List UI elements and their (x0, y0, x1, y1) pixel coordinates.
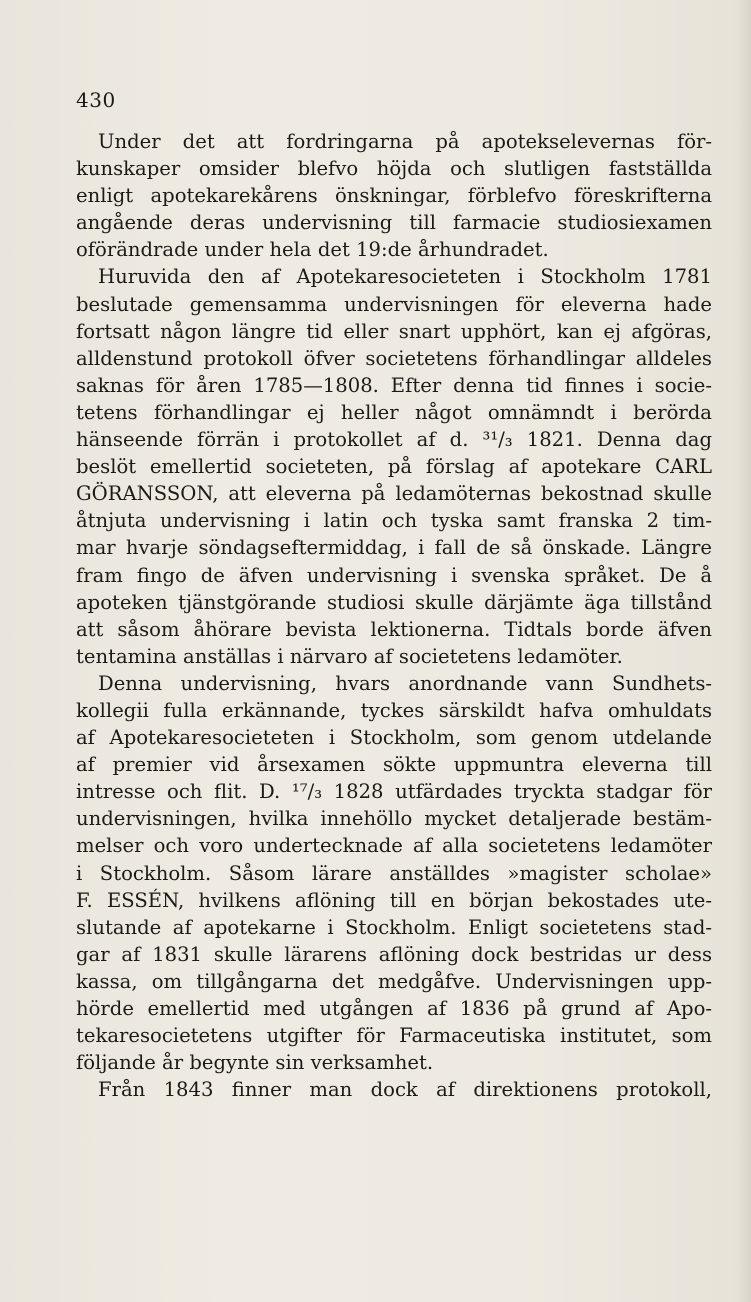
text-line: följande år begynte sin verksamhet. (76, 1051, 434, 1075)
text-line: af premier vid årsexamen sökte uppmuntra eleverna till (76, 753, 712, 777)
text-line: att såsom åhörare bevista lektionerna. Tidtals borde äfven (76, 617, 712, 641)
text-line: slutande af apotekarne i Stockholm. Enligt societetens stad- (76, 915, 712, 939)
text-line: Denna undervisning, hvars anordnande vann Sundhets- (98, 671, 712, 695)
page-edge-shadow (737, 0, 751, 1302)
text-line: tekaresocietetens utgifter för Farmaceutiska institutet, som (76, 1024, 712, 1048)
text-line: kollegii fulla erkännande, tyckes särskildt hafva omhuldats (76, 698, 712, 722)
text-line: hörde emellertid med utgången af 1836 på grund af Apo- (76, 997, 712, 1020)
text-line: oförändrade under hela det 19:de århundradet. (76, 238, 549, 262)
text-line: enligt apotekarekårens önskningar, förblefvo föreskrifterna (76, 184, 712, 208)
text-line: tentamina anställas i närvaro af societetens ledamöter. (76, 644, 623, 668)
page-number: 430 (76, 88, 116, 112)
text-line: Under det att fordringarna på apotekselevernas för- (98, 130, 712, 153)
text-line: hänseende förrän i protokollet af d. ³¹/₃ 1821. Denna dag (76, 428, 712, 452)
text-line: Huruvida den af Apotekaresocieteten i Stockholm 1781 (98, 265, 712, 289)
text-line: F. ESSÉN, hvilkens aflöning till en början bekostades ute- (76, 888, 712, 912)
text-line: tetens förhandlingar ej heller något omnämndt i berörda (76, 400, 712, 424)
text-line: beslutade gemensamma undervisningen för eleverna hade (76, 292, 712, 316)
text-line: fram fingo de äfven undervisning i svenska språket. De å (76, 563, 712, 587)
text-line: beslöt emellertid societeten, på förslag af apotekare CARL (76, 455, 712, 479)
text-line: kassa, om tillgångarna det medgåfve. Undervisningen upp- (76, 969, 712, 993)
text-line: gar af 1831 skulle lärarens aflöning dock bestridas ur dess (76, 942, 712, 966)
text-line: åtnjuta undervisning i latin och tyska samt franska 2 tim- (76, 509, 712, 533)
text-line: fortsatt någon längre tid eller snart upphört, kan ej afgöras, (76, 319, 712, 343)
text-line: Från 1843 finner man dock af direktionens protokoll, (98, 1078, 712, 1102)
text-line: melser och voro undertecknade af alla societetens ledamöter (76, 834, 712, 858)
body-text (76, 128, 712, 1103)
text-line: i Stockholm. Såsom lärare anställdes »magister scholae» (76, 861, 712, 885)
text-line: GÖRANSSON, att eleverna på ledamöternas bekostnad skulle (76, 482, 712, 506)
text-line: af Apotekaresocieteten i Stockholm, som genom utdelande (76, 726, 712, 750)
text-line: alldenstund protokoll öfver societetens förhandlingar alldeles (76, 346, 712, 370)
text-line: kunskaper omsider blefvo höjda och slutligen fastställda (76, 157, 712, 181)
text-line: undervisningen, hvilka innehöllo mycket detaljerade bestäm- (76, 807, 712, 831)
text-line: intresse och flit. D. ¹⁷/₃ 1828 utfärdades tryckta stadgar för (76, 780, 712, 804)
text-line: angående deras undervisning till farmacie studiosiexamen (76, 211, 712, 235)
text-line: apoteken tjänstgörande studiosi skulle därjämte äga tillstånd (76, 590, 712, 614)
text-line: mar hvarje söndagseftermiddag, i fall de så önskade. Längre (76, 536, 712, 560)
text-line: saknas för åren 1785—1808. Efter denna tid finnes i socie- (76, 373, 712, 397)
